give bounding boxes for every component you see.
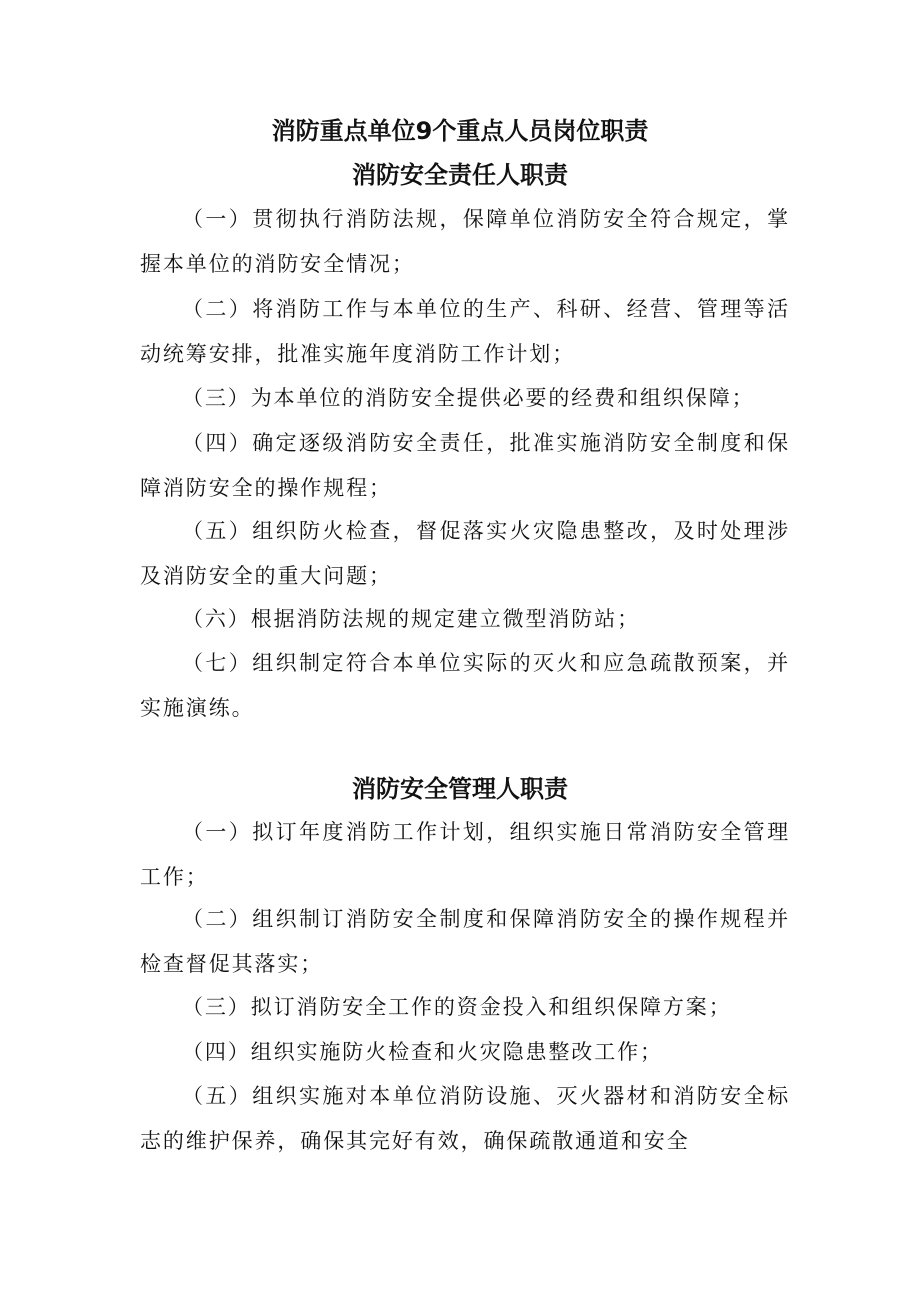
paragraph: （二）组织制订消防安全制度和保障消防安全的操作规程并检查督促其落实； — [140, 907, 790, 976]
paragraph: （四）确定逐级消防安全责任，批准实施消防安全制度和保障消防安全的操作规程； — [140, 431, 790, 500]
paragraph: （三）为本单位的消防安全提供必要的经费和组织保障； — [182, 386, 755, 410]
paragraph: （四）组织实施防火检查和火灾隐患整改工作； — [182, 1040, 663, 1064]
paragraph: （五）组织实施对本单位消防设施、灭火器材和消防安全标志的维护保养，确保其完好有效，确保疏散通道和安全 — [140, 1084, 790, 1153]
paragraph: （五）组织防火检查，督促落实火灾隐患整改，及时处理涉及消防安全的重大问题； — [140, 519, 790, 588]
paragraph: （二）将消防工作与本单位的生产、科研、经营、管理等活动统筹安排，批准实施年度消防工作计划； — [140, 297, 790, 366]
document-title: 消防重点单位9个重点人员岗位职责 — [271, 117, 649, 145]
paragraph: （一）贯彻执行消防法规，保障单位消防安全符合规定，掌握本单位的消防安全情况； — [140, 207, 790, 276]
paragraph: （一）拟订年度消防工作计划，组织实施日常消防安全管理工作； — [140, 820, 790, 889]
paragraph: （六）根据消防法规的规定建立微型消防站； — [182, 607, 640, 631]
section-heading: 消防安全管理人职责 — [352, 775, 568, 803]
paragraph: （七）组织制定符合本单位实际的灭火和应急疏散预案，并实施演练。 — [140, 651, 790, 720]
paragraph: （三）拟订消防安全工作的资金投入和组织保障方案； — [182, 995, 732, 1019]
section-heading: 消防安全责任人职责 — [352, 161, 568, 189]
